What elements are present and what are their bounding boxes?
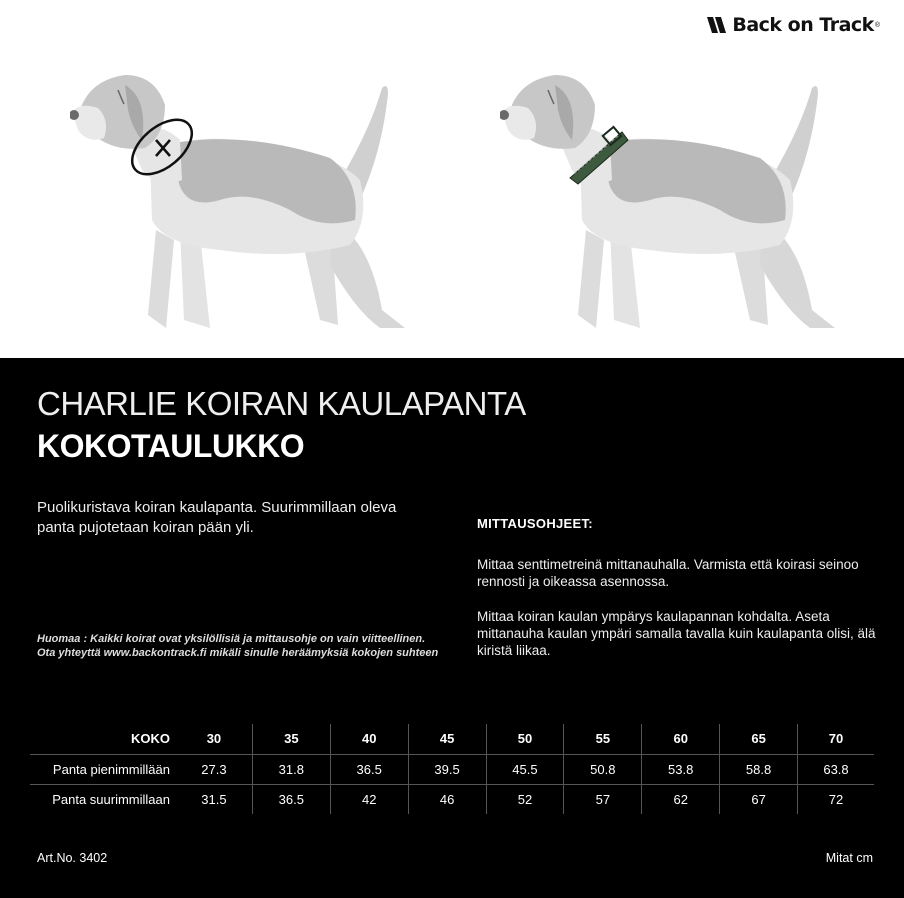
table-cell: 63.8: [798, 754, 874, 784]
disclaimer-note: [37, 632, 457, 660]
note-line-1: Huomaa : Kaikki koirat ovat yksilöllisiä ja mittausohje on vain viitteellinen.: [37, 633, 426, 645]
size-header-cell: 35: [252, 724, 330, 754]
table-cell: 27.3: [176, 754, 252, 784]
product-title: CHARLIE KOIRAN KAULAPANTA: [37, 385, 526, 422]
size-header-cell: 50: [486, 724, 564, 754]
table-row: [30, 784, 874, 814]
table-cell: 57: [564, 784, 642, 814]
table-cell: 72: [798, 784, 874, 814]
table-cell: 58.8: [720, 754, 798, 784]
dog-measuring-illustration: [70, 70, 415, 330]
instructions-heading: MITTAUSOHJEET:: [477, 516, 593, 531]
row-label: Panta suurimmillaan: [30, 784, 176, 814]
table-row: [30, 754, 874, 784]
size-header-cell: 70: [798, 724, 874, 754]
chart-title: KOKOTAULUKKO: [37, 428, 305, 464]
size-header-cell: 55: [564, 724, 642, 754]
instructions-paragraph-2: Mittaa koiran kaulan ympärys kaulapannan kohdalta. Aseta mittanauha kaulan ympäri samalla tavalla kuin kaulapanta olisi, älä kiristä liikaa.: [477, 609, 876, 658]
illustration-area: [0, 0, 904, 358]
brand-name: Back on Track: [732, 14, 874, 36]
dog-collar-illustration: [500, 70, 845, 330]
table-cell: 50.8: [564, 754, 642, 784]
size-chart-panel: [0, 358, 904, 898]
table-cell: 45.5: [486, 754, 564, 784]
size-header-cell: 40: [330, 724, 408, 754]
size-header-cell: 30: [176, 724, 252, 754]
row-label: Panta pienimmillään: [30, 754, 176, 784]
table-cell: 31.8: [252, 754, 330, 784]
size-header-cell: 65: [720, 724, 798, 754]
table-cell: 36.5: [252, 784, 330, 814]
table-cell: 42: [330, 784, 408, 814]
table-cell: 53.8: [642, 754, 720, 784]
size-header-cell: 60: [642, 724, 720, 754]
units-label: Mitat cm: [825, 851, 873, 865]
table-cell: 39.5: [408, 754, 486, 784]
brand-logo: [706, 12, 880, 38]
instructions-paragraph-1: Mittaa senttimetreinä mittanauhalla. Varmista että koirasi seinoo rennosti ja oikeassa asennossa.: [477, 557, 859, 589]
brand-registered-mark: ®: [874, 21, 880, 29]
table-cell: 62: [642, 784, 720, 814]
note-line-2: Ota yhteyttä www.backontrack.fi mikäli sinulle heräämyksiä kokojen suhteen: [37, 647, 439, 659]
brand-mark-icon: [706, 16, 728, 34]
size-header-label: KOKO: [131, 731, 170, 747]
product-description: Puolikuristava koiran kaulapanta. Suurimmillaan oleva panta pujotetaan koiran pään yli.: [37, 499, 397, 536]
table-cell: 31.5: [176, 784, 252, 814]
size-header-cell: 45: [408, 724, 486, 754]
table-cell: 52: [486, 784, 564, 814]
size-table: [30, 724, 874, 814]
table-cell: 46: [408, 784, 486, 814]
table-cell: 67: [720, 784, 798, 814]
table-cell: 36.5: [330, 754, 408, 784]
article-number: Art.No. 3402: [37, 851, 108, 865]
size-header-row: [30, 724, 874, 754]
